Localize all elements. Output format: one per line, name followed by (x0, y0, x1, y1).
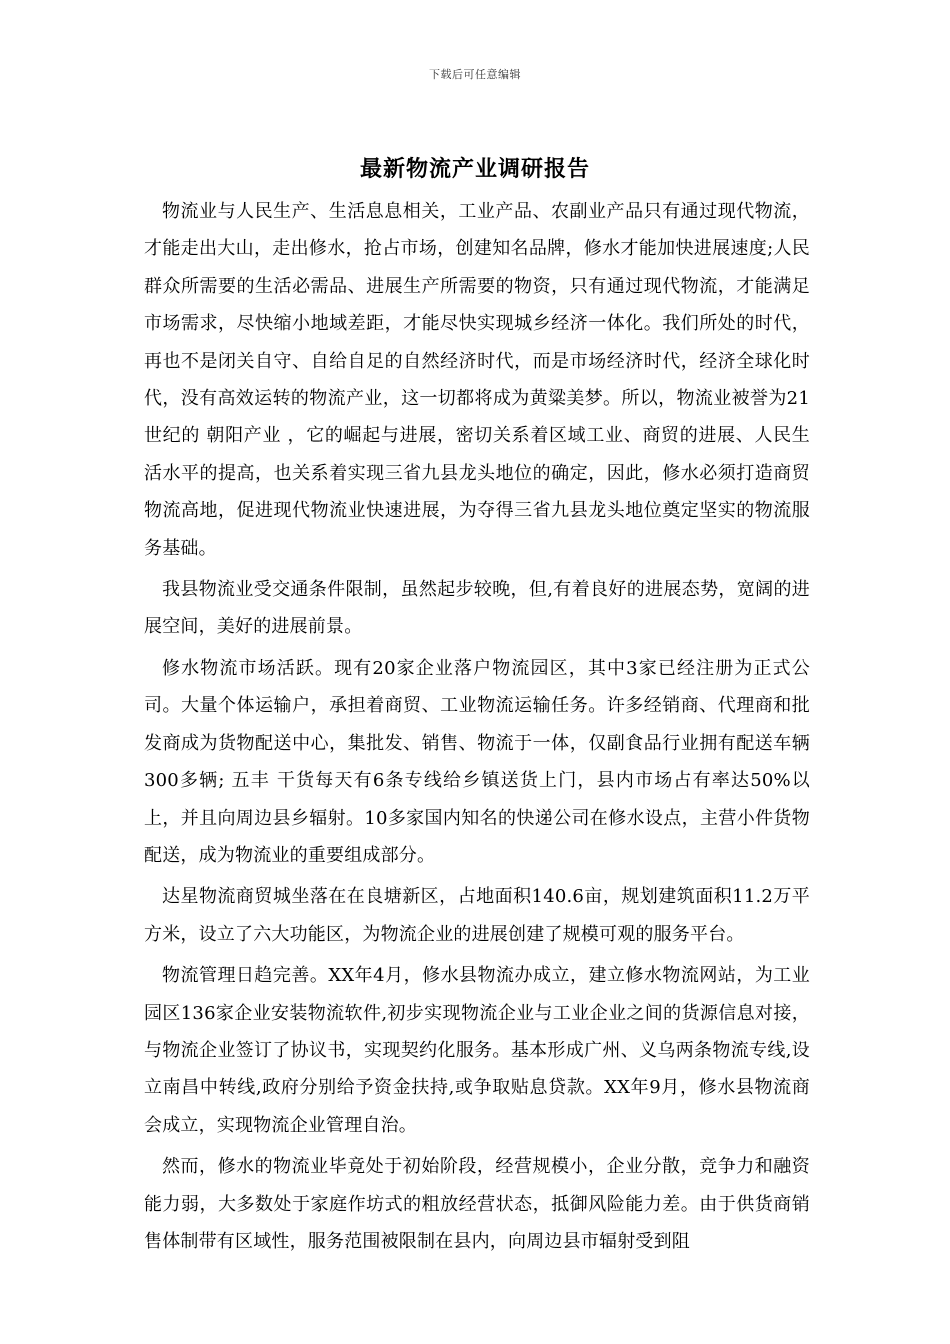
paragraph-2: 我县物流业受交通条件限制，虽然起步较晚，但,有着良好的进展态势，宽阔的进展空间，美好的进展前景。 (144, 579, 810, 638)
header-note: 下载后可任意编辑 (429, 68, 521, 81)
document-body (144, 193, 810, 1264)
paragraph-4: 达星物流商贸城坐落在在良塘新区，占地面积140.6亩，规划建筑面积11.2万平方米，设立了六大功能区，为物流企业的进展创建了规模可观的服务平台。 (144, 886, 810, 945)
paragraph-6: 然而，修水的物流业毕竟处于初始阶段，经营规模小，企业分散，竞争力和融资能力弱，大多数处于家庭作坊式的粗放经营状态，抵御风险能力差。由于供货商销售体制带有区域性，服务范围被限制在县内，向周边县市辐射受到阻 (144, 1156, 810, 1252)
paragraph-3: 修水物流市场活跃。现有20家企业落户物流园区，其中3家已经注册为正式公司。大量个体运输户，承担着商贸、工业物流运输任务。许多经销商、代理商和批发商成为货物配送中心，集批发、销售、物流于一体，仅副食品行业拥有配送车辆300多辆; 五丰 干货每天有6条专线给乡镇送货上门，县内市场占有率达50%以上，并且向周边县乡辐射。10多家国内知名的快递公司在修水设点，主营小件货物配送，成为物流业的重要组成部分。 (144, 657, 810, 866)
document-title: 最新物流产业调研报告 (359, 156, 590, 182)
paragraph-5: 物流管理日趋完善。XX年4月，修水县物流办成立，建立修水物流网站，为工业园区136家企业安装物流软件,初步实现物流企业与工业企业之间的货源信息对接，与物流企业签订了协议书，实现契约化服务。基本形成广州、义乌两条物流专线,设立南昌中转线,政府分别给予资金扶持,或争取贴息贷款。XX年9月，修水县物流商会成立，实现物流企业管理自治。 (144, 965, 810, 1136)
paragraph-1: 物流业与人民生产、生活息息相关，工业产品、农副业产品只有通过现代物流，才能走出大山，走出修水，抢占市场，创建知名品牌，修水才能加快进展速度;人民群众所需要的生活必需品、进展生产所需要的物资，只有通过现代物流，才能满足市场需求，尽快缩小地域差距，才能尽快实现城乡经济一体化。我们所处的时代，再也不是闭关自守、自给自足的自然经济时代，而是市场经济时代，经济全球化时代，没有高效运转的物流产业，这一切都将成为黄粱美梦。所以，物流业被誉为21世纪的 朝阳产业 ，它的崛起与进展，密切关系着区域工业、商贸的进展、人民生活水平的提高，也关系着实现三省九县龙头地位的确定，因此，修水必须打造商贸物流高地，促进现代物流业快速进展，为夺得三省九县龙头地位奠定坚实的物流服务基础。 (144, 201, 810, 559)
